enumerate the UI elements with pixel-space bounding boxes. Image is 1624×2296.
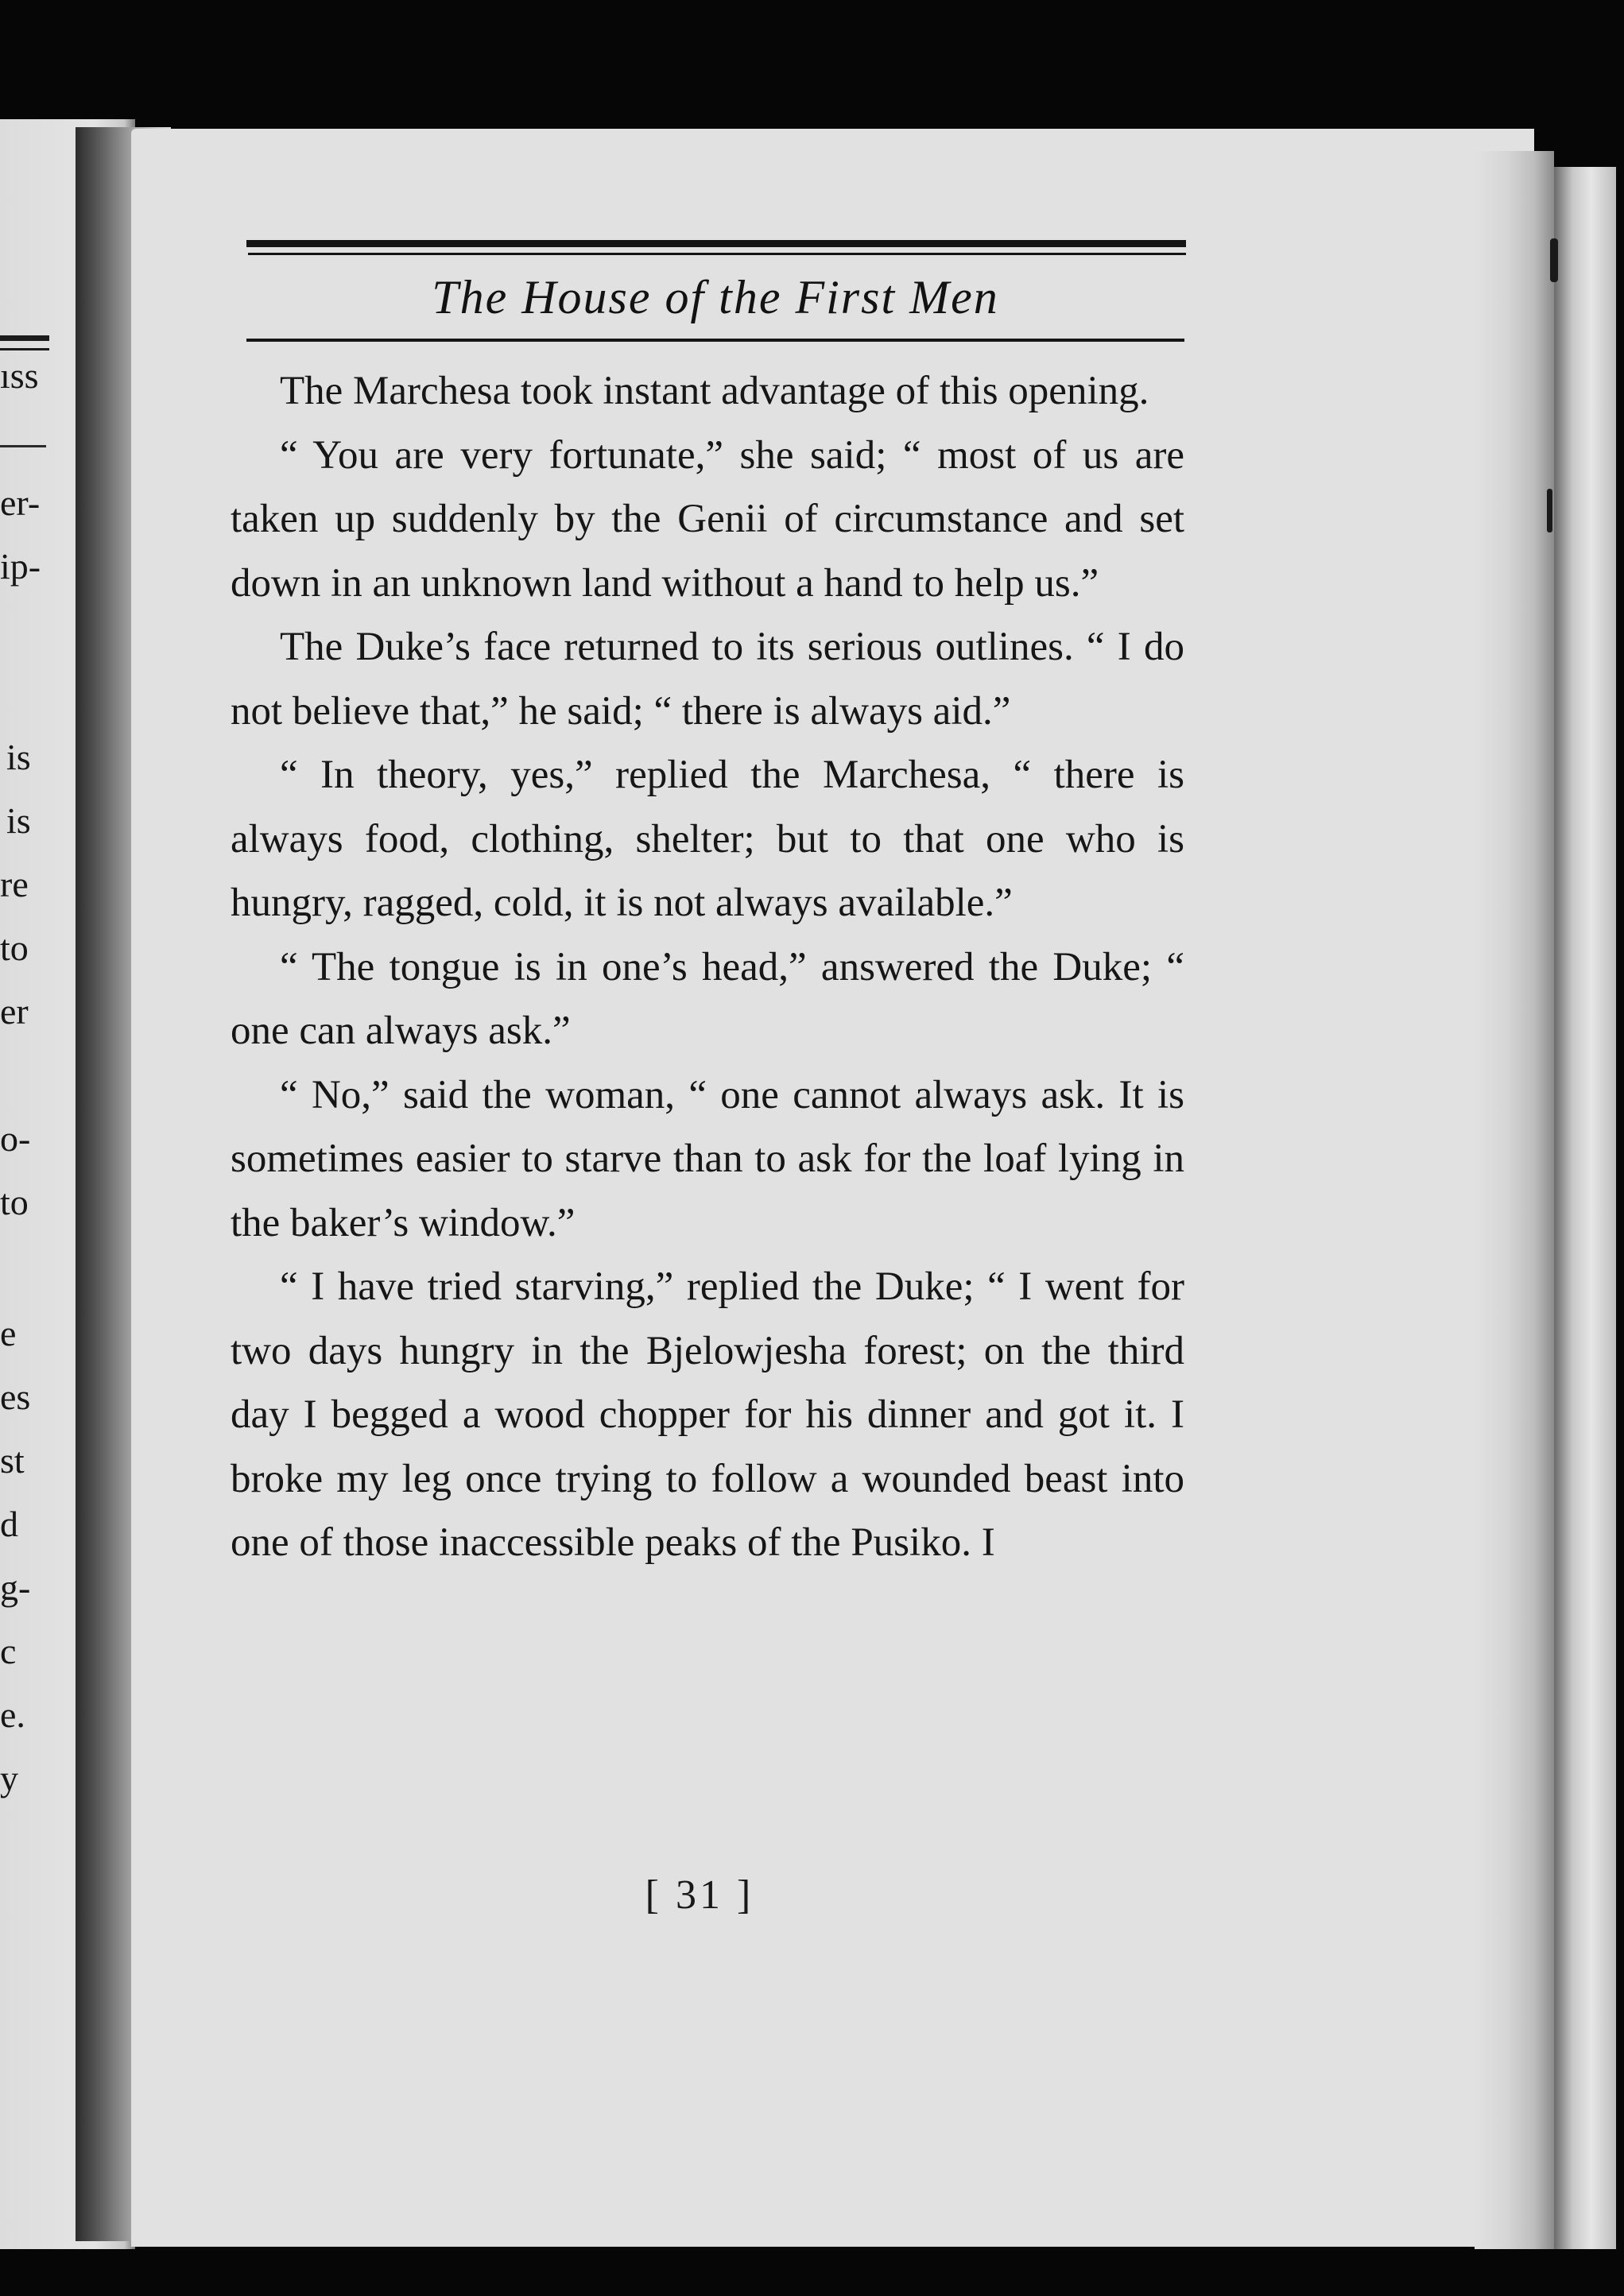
left-page-fragment: g- xyxy=(0,1567,31,1608)
left-page-fragment: st xyxy=(0,1440,25,1481)
paragraph: “ The tongue is in one’s head,” answered the Duke; “ one can always ask.” xyxy=(231,944,1184,1053)
left-page-rule xyxy=(0,335,49,341)
header-rule xyxy=(246,240,1186,247)
left-page-fragment: re xyxy=(0,864,29,904)
left-page-fragment: er- xyxy=(0,482,41,523)
paragraph: “ No,” said the woman, “ one cannot always ask. It is sometimes easier to starve than to ask for the loaf lying in the baker’s window.” xyxy=(231,1072,1184,1245)
left-page-fragment: c xyxy=(0,1631,17,1671)
left-page-fragment: d xyxy=(0,1504,18,1544)
left-page-fragment: o- xyxy=(0,1118,31,1159)
paragraph: The Marchesa took instant advantage of this opening. xyxy=(280,369,1149,413)
left-page-rule xyxy=(0,445,46,447)
left-page-fragment: to xyxy=(0,927,29,968)
header-rule xyxy=(248,253,1186,255)
paragraph: The Duke’s face returned to its serious outlines. “ I do not believe that,” he said; “ there is always aid.” xyxy=(231,625,1184,734)
left-page-fragment: ip- xyxy=(0,546,41,587)
left-page-fragment: ıss xyxy=(0,355,39,396)
paragraph: “ You are very fortunate,” she said; “ most of us are taken up suddenly by the Genii of circumstance and set down in an unknown land without a hand to help us.” xyxy=(231,432,1184,606)
paragraph: “ In theory, yes,” replied the Marchesa, “ there is always food, clothing, shelter; but to that one who is hungry, ragged, cold, it is not always available.” xyxy=(231,753,1184,925)
page-curve-shadow xyxy=(1475,151,1554,2249)
page-number: [ 31 ] xyxy=(645,1872,754,1918)
edge-mark xyxy=(1550,238,1558,282)
left-page-fragment: is xyxy=(6,800,31,841)
left-page-fragment: es xyxy=(0,1376,31,1417)
left-page-fragment: e. xyxy=(0,1694,25,1735)
left-page-fragment: er xyxy=(0,991,29,1032)
body-text xyxy=(231,359,1184,1575)
page-stack-edge xyxy=(1554,167,1616,2249)
left-page-fragment: to xyxy=(0,1182,29,1222)
header-rule xyxy=(246,339,1184,342)
left-page-fragment: y xyxy=(0,1758,18,1798)
left-page-rule xyxy=(0,348,49,350)
edge-mark xyxy=(1547,489,1552,532)
running-head: The House of the First Men xyxy=(432,271,999,323)
left-page-fragment: e xyxy=(0,1313,17,1353)
paragraph: “ I have tried starving,” replied the Duke; “ I went for two days hungry in the Bjelowjesha forest; on the third day I begged a wood chopper for his dinner and got it. I broke my leg once trying to follow a wounded beast into one of those inaccessible peaks of the Pusiko. I xyxy=(231,1264,1184,1565)
left-page-fragment: is xyxy=(6,737,31,777)
